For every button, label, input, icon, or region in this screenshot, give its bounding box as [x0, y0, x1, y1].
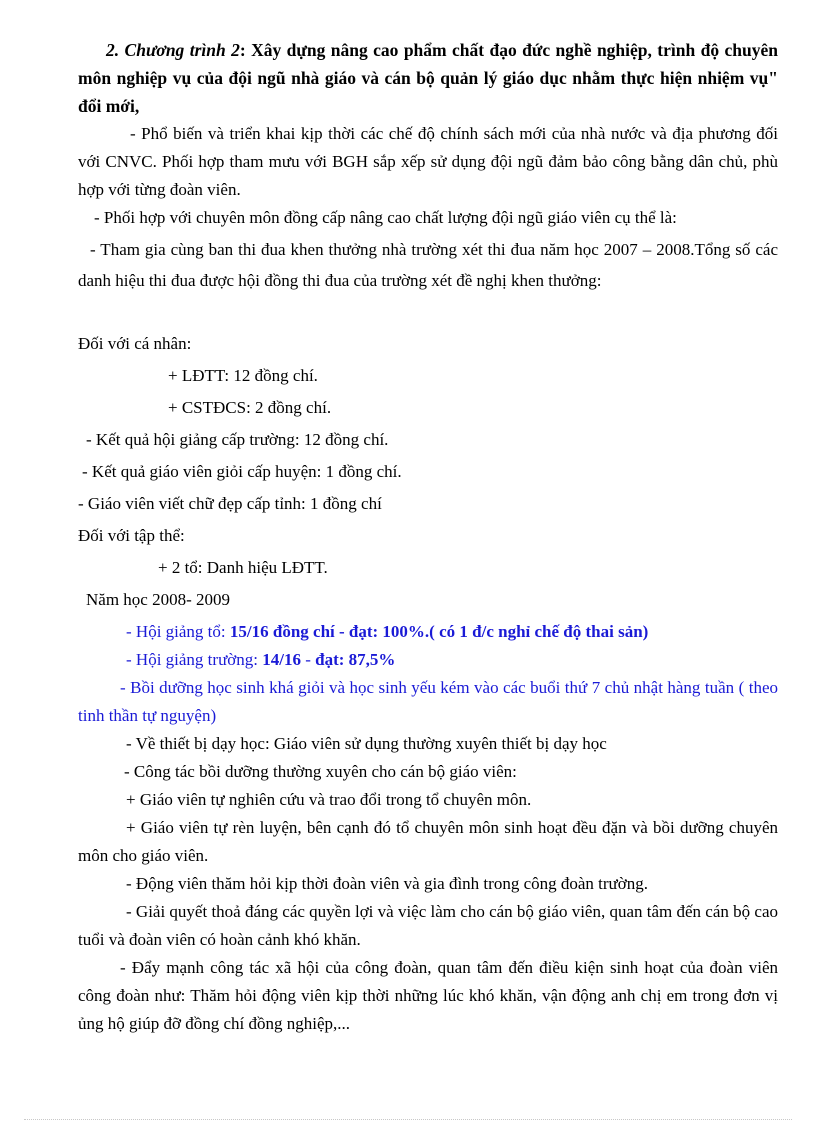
item-two-groups: + 2 tổ: Danh hiệu LĐTT. — [158, 558, 328, 577]
paragraph-coordinate: - Phối hợp với chuyên môn đồng cấp nâng cao chất lượng đội ngũ giáo viên cụ thể là: — [94, 208, 677, 227]
item-cstdcs: + CSTĐCS: 2 đồng chí. — [168, 398, 332, 417]
item-handwriting: - Giáo viên viết chữ đẹp cấp tỉnh: 1 đồng chí — [78, 494, 382, 513]
heading-text: : Xây dựng nâng cao phẩm chất đạo đức nghề nghiệp, trình độ chuyên môn nghiệp vụ của đội ngũ nhà giáo và cán bộ quản lý giáo dục nhằm thực hiện nhiệm vụ" đổi mới, — [78, 40, 779, 116]
school-teaching-prefix: - Hội giảng trường: — [126, 650, 263, 669]
school-teaching-sep: - — [300, 650, 316, 669]
item-group-teaching — [126, 618, 816, 646]
group-teaching-result: 15/16 đồng chí - đạt: 100%.( có 1 đ/c nghỉ chế độ thai sản) — [229, 622, 649, 641]
section-heading — [78, 36, 778, 120]
label-school-year: Năm học 2008- 2009 — [86, 590, 231, 609]
school-teaching-count: 14/16 — [262, 650, 301, 669]
paragraph-social: - Đẩy mạnh công tác xã hội của công đoàn, quan tâm đến điều kiện sinh hoạt của đoàn viên công đoàn như: Thăm hỏi động viên kịp thời những lúc khó khăn, vận động anh chị em trong đơn vị ủng hộ giúp đỡ đồng chí đồng nghiệp,... — [78, 958, 778, 1033]
paragraph-self-training: + Giáo viên tự rèn luyện, bên cạnh đó tổ chuyên môn sinh hoạt đều đặn và bồi dưỡng chuyên môn cho giáo viên. — [78, 818, 778, 865]
item-school-teaching-result — [126, 646, 816, 674]
item-equipment: - Về thiết bị dạy học: Giáo viên sử dụng thường xuyên thiết bị dạy học — [126, 734, 607, 753]
item-school-teaching: - Kết quả hội giảng cấp trường: 12 đồng chí. — [86, 430, 389, 449]
label-individual: Đối với cá nhân: — [78, 334, 192, 353]
school-teaching-rate: đạt: 87,5% — [315, 650, 396, 669]
paragraph-policy: - Phổ biến và triển khai kịp thời các chế độ chính sách mới của nhà nước và địa phương đối với CNVC. Phối hợp tham mưu với BGH sắp xếp sử dụng đội ngũ đảm bảo công bằng dân chủ, phù hợp với từng đoàn viên. — [78, 124, 778, 199]
heading-program: Chương trình 2 — [124, 40, 240, 60]
item-ldtt: + LĐTT: 12 đồng chí. — [168, 366, 318, 385]
item-self-study: + Giáo viên tự nghiên cứu và trao đổi trong tổ chuyên môn. — [126, 790, 532, 809]
label-collective: Đối với tập thể: — [78, 526, 185, 545]
item-district-teacher: - Kết quả giáo viên giỏi cấp huyện: 1 đồng chí. — [82, 462, 402, 481]
paragraph-tutoring: - Bồi dưỡng học sinh khá giỏi và học sinh yếu kém vào các buổi thứ 7 chủ nhật hàng tuần ( theo tinh thần tự nguyện) — [78, 678, 778, 725]
item-training: - Công tác bồi dưỡng thường xuyên cho cán bộ giáo viên: — [124, 762, 517, 781]
group-teaching-prefix: - Hội giảng tổ: — [126, 622, 230, 641]
item-encourage: - Động viên thăm hỏi kịp thời đoàn viên và gia đình trong công đoàn trường. — [126, 874, 648, 893]
page-bottom-rule — [24, 1119, 792, 1120]
heading-number: 2. — [106, 40, 120, 60]
paragraph-benefits: - Giải quyết thoả đáng các quyền lợi và việc làm cho cán bộ giáo viên, quan tâm đến cán bộ cao tuổi và đoàn viên có hoàn cảnh khó khăn. — [78, 902, 778, 949]
paragraph-emulation: - Tham gia cùng ban thi đua khen thưởng nhà trường xét thi đua năm học 2007 – 2008.Tổng số các danh hiệu thi đua được hội đồng thi đua của trường xét đề nghị khen thưởng: — [78, 240, 778, 290]
